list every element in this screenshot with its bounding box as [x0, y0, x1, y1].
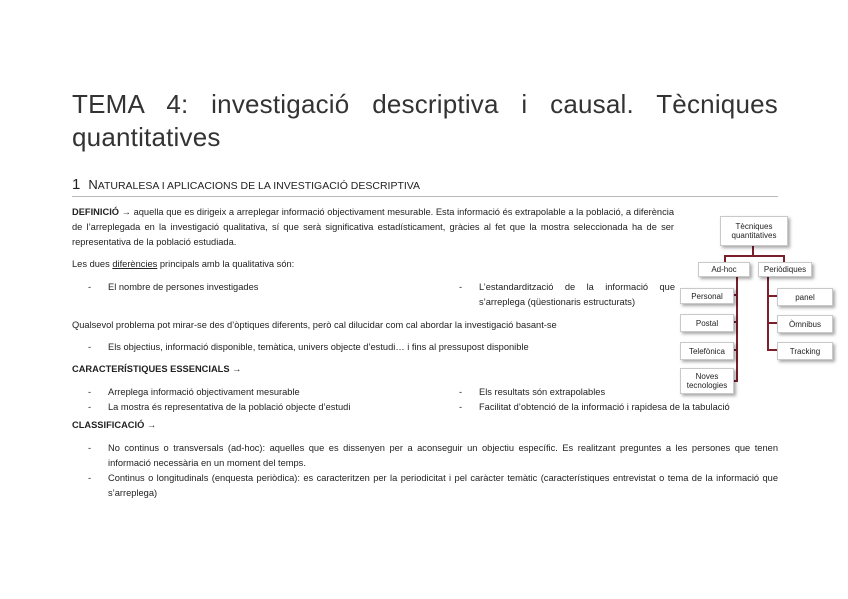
differences-item-text: El nombre de persones investigades	[108, 282, 259, 292]
classification-item-text: Continus o longitudinals (enquesta periòdica): es caracteritzen per la periodicitat i pel caràcter temàtic (característiques entrevistat o tema de la informació que s’arreplega)	[108, 473, 778, 499]
classification-item-text: No continus o transversals (ad-hoc): aquelles que es dissenyen per a aconseguir un objectiu específic. Es realitzant preguntes a les persones que tenen informació necessària en un moment del temps.	[108, 443, 778, 469]
bullet-dash: -	[459, 402, 463, 412]
section-heading-initial: N	[88, 177, 98, 192]
characteristics-item-text: Els resultats són extrapolables	[479, 387, 606, 397]
bullet-dash: -	[459, 387, 463, 397]
classification-label: CLASSIFICACIÓ →	[72, 420, 157, 430]
differences-item-text: L’estandardització de la informació que s’arreplega (qüestionaris estructurats)	[479, 282, 675, 308]
differences-suffix: principals amb la qualitativa són:	[157, 259, 295, 269]
bullet-dash: -	[88, 443, 92, 453]
diagram-node-telephone: Telefònica	[680, 342, 734, 360]
diagram-root: Tècniques quantitatives	[720, 216, 788, 246]
diagram-branch-adhoc: Ad-hoc	[698, 262, 750, 277]
problem-paragraph: Qualsevol problema pot mirar-se des d’òptiques diferents, però cal dilucidar com cal abordar la investigació basant-se	[72, 320, 557, 330]
bullet-dash: -	[88, 387, 92, 397]
diagram-node-omnibus: Òmnibus	[777, 315, 833, 333]
connector-line	[767, 322, 777, 324]
connector-line	[767, 276, 769, 350]
diagram-node-panel: panel	[777, 288, 833, 306]
diagram-node-new-technologies: Noves tecnologies	[680, 368, 734, 394]
page-title: TEMA 4: investigació descriptiva i causal. Tècniques quantitatives	[72, 89, 778, 152]
connector-line	[767, 295, 777, 297]
section-heading-text: ATURALESA I APLICACIONS DE LA INVESTIGACIÓ DESCRIPTIVA	[97, 180, 421, 192]
classification-item	[88, 441, 778, 473]
diagram-node-personal: Personal	[680, 288, 734, 304]
definition-text: aquella que es dirigeix a arreplegar informació objectivament mesurable. Esta informació és extrapolable a la població, a diferència de l’arreplegada en la investigació qualitativa, sí que serà significativa estadísticament, gràcies al fet que la mostra seleccionada ha de ser representativa de la població estudiada.	[72, 207, 674, 248]
differences-intro	[72, 257, 294, 272]
bullet-dash: -	[88, 402, 92, 412]
diagram-node-tracking: Tracking	[777, 342, 833, 360]
differences-prefix: Les dues	[72, 259, 113, 269]
bullet-dash: -	[459, 282, 463, 292]
bullet-dash: -	[88, 473, 92, 483]
connector-line	[767, 349, 777, 351]
characteristics-item-text: Arreplega informació objectivament mesurable	[108, 387, 300, 397]
definition-paragraph	[72, 205, 674, 251]
techniques-diagram	[676, 210, 848, 400]
diagram-branch-periodic: Periòdiques	[758, 262, 812, 277]
classification-item	[88, 471, 778, 503]
connector-line	[724, 255, 784, 257]
section-number: 1	[72, 176, 81, 193]
differences-underlined: diferències	[112, 259, 158, 269]
problem-item-text: Els objectius, informació disponible, temàtica, univers objecte d’estudi… i fins al pressupost disponible	[108, 342, 529, 352]
connector-line	[736, 276, 738, 382]
characteristics-label: CARACTERÍSTIQUES ESSENCIALS →	[72, 364, 242, 374]
characteristics-item-text: La mostra és representativa de la població objecte d’estudi	[108, 402, 351, 412]
bullet-dash: -	[88, 282, 92, 292]
characteristics-item-text: Facilitat d’obtenció de la informació i rapidesa de la tabulació	[479, 402, 730, 412]
definition-label: DEFINICIÓ →	[72, 207, 131, 217]
characteristics-heading	[72, 362, 241, 377]
bullet-dash: -	[88, 342, 92, 352]
differences-item	[459, 280, 675, 312]
diagram-node-postal: Postal	[680, 314, 734, 332]
section-heading	[72, 176, 778, 197]
classification-heading	[72, 418, 156, 433]
